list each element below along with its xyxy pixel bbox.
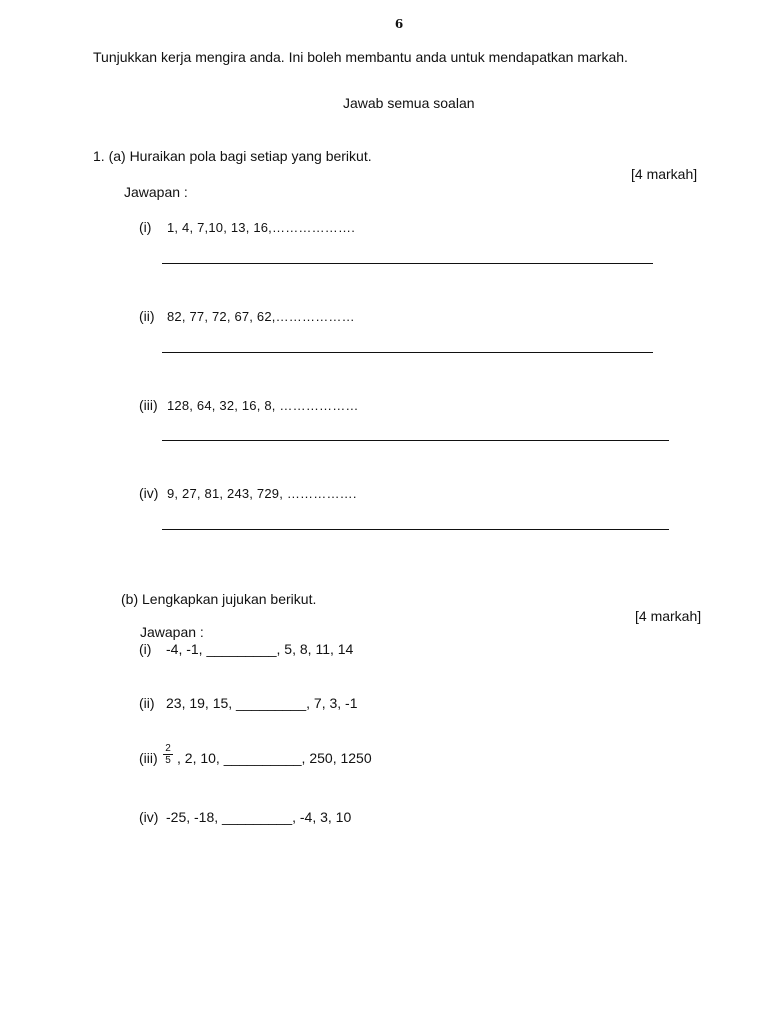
sequence-text: -25, -18, _________, -4, 3, 10 (166, 809, 352, 825)
item-label: (iii) (139, 397, 158, 413)
item-label: (iv) (139, 485, 159, 501)
item-label: (ii) (139, 695, 155, 711)
question-1b-answer-label: Jawapan : (140, 624, 204, 640)
answer-line[interactable] (162, 440, 669, 441)
instruction-text: Tunjukkan kerja mengira anda. Ini boleh membantu anda untuk mendapatkan markah. (93, 49, 628, 65)
sequence-text: 9, 27, 81, 243, 729, ……………. (167, 486, 357, 501)
sequence-text: 82, 77, 72, 67, 62,……………… (167, 309, 355, 324)
item-label: (i) (139, 219, 152, 235)
question-1b-marks: [4 markah] (635, 608, 702, 624)
section-heading: Jawab semua soalan (343, 95, 475, 111)
sequence-text: , 2, 10, __________, 250, 1250 (177, 750, 372, 766)
question-1a-marks: [4 markah] (631, 166, 698, 182)
answer-line[interactable] (162, 529, 669, 530)
sequence-text: 1, 4, 7,10, 13, 16,………………. (167, 220, 355, 235)
item-label: (i) (139, 641, 152, 657)
question-1a-prompt: 1. (a) Huraikan pola bagi setiap yang berikut. (93, 148, 372, 164)
item-label: (ii) (139, 308, 155, 324)
answer-line[interactable] (162, 263, 653, 264)
item-label: (iii) (139, 750, 158, 766)
sequence-text: -4, -1, _________, 5, 8, 11, 14 (166, 641, 354, 657)
question-1b-prompt: (b) Lengkapkan jujukan berikut. (121, 591, 317, 607)
question-1a-answer-label: Jawapan : (124, 184, 188, 200)
fraction-denominator: 5 (165, 755, 171, 766)
item-label: (iv) (139, 809, 159, 825)
sequence-text: 23, 19, 15, _________, 7, 3, -1 (166, 695, 358, 711)
page-number: 6 (394, 17, 404, 31)
fraction (162, 743, 174, 766)
answer-line[interactable] (162, 352, 653, 353)
sequence-text: 128, 64, 32, 16, 8, ……………… (167, 398, 359, 413)
fraction-numerator: 2 (165, 743, 171, 754)
